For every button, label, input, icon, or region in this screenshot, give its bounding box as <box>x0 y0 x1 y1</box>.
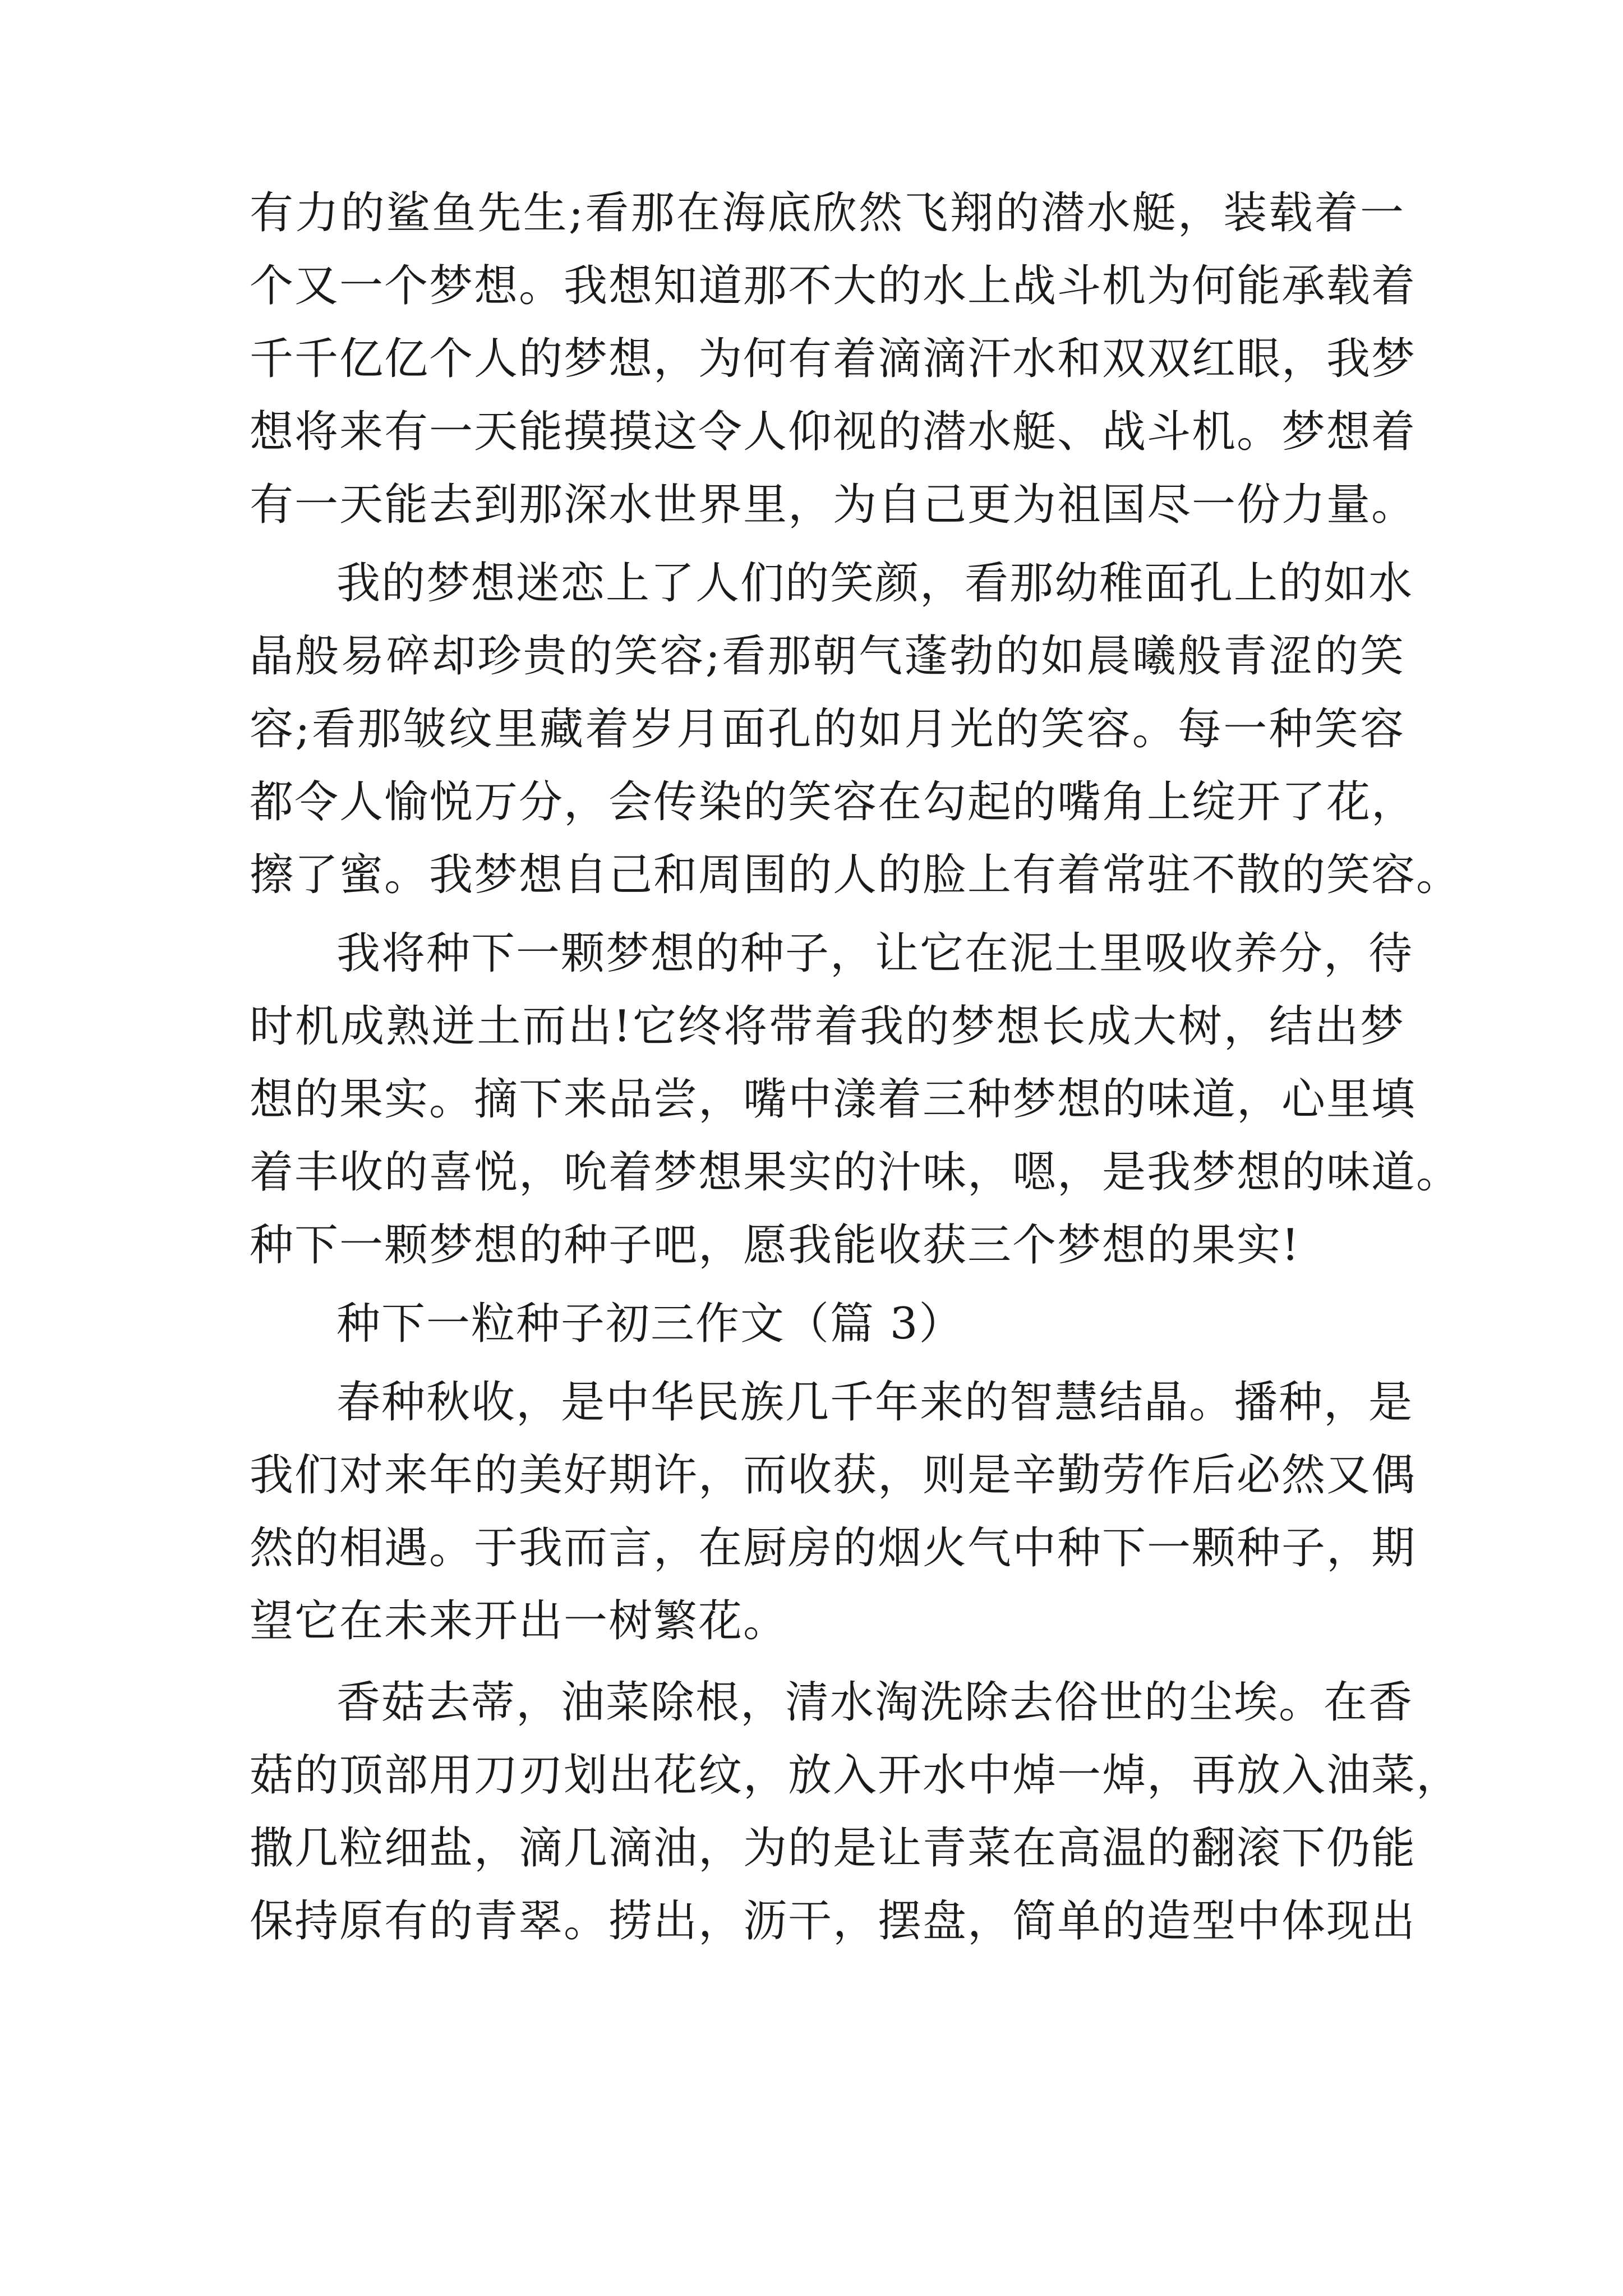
text-line: 有一天能去到那深水世界里，为自己更为祖国尽一份力量。 <box>250 480 1417 530</box>
text-line: 香菇去蒂，油菜除根，清水淘洗除去俗世的尘埃。在香 <box>336 1677 1414 1728</box>
text-line: 我将种下一颗梦想的种子，让它在泥土里吸收养分，待 <box>336 928 1414 979</box>
text-line: 我们对来年的美好期许，而收获，则是辛勤劳作后必然又偶 <box>250 1450 1417 1501</box>
text-line: 着丰收的喜悦，吮着梦想果实的汁味，嗯，是我梦想的味道。 <box>250 1147 1461 1198</box>
text-line: 然的相遇。于我而言，在厨房的烟火气中种下一颗种子，期 <box>250 1523 1417 1573</box>
text-line: 想的果实。摘下来品尝，嘴中漾着三种梦想的味道，心里填 <box>250 1074 1417 1125</box>
text-line: 晶般易碎却珍贵的笑容;看那朝气蓬勃的如晨曦般青涩的笑 <box>250 631 1405 682</box>
text-line: 菇的顶部用刀刃划出花纹，放入开水中焯一焯，再放入油菜， <box>250 1750 1461 1801</box>
text-line: 都令人愉悦万分，会传染的笑容在勾起的嘴角上绽开了花， <box>250 777 1417 827</box>
text-line: 千千亿亿个人的梦想，为何有着滴滴汗水和双双红眼，我梦 <box>250 334 1417 384</box>
text-line: 有力的鲨鱼先生;看那在海底欣然飞翔的潜水艇，装载着一 <box>250 188 1405 238</box>
text-line: 望它在未来开出一树繁花。 <box>250 1596 789 1646</box>
text-line: 撒几粒细盐，滴几滴油，为的是让青菜在高温的翻滚下仍能 <box>250 1823 1417 1874</box>
text-line: 个又一个梦想。我想知道那不大的水上战斗机为何能承载着 <box>250 261 1417 311</box>
text-line: 春种秋收，是中华民族几千年来的智慧结晶。播种，是 <box>336 1377 1414 1428</box>
text-line: 保持原有的青翠。捞出，沥干，摆盘，简单的造型中体现出 <box>250 1896 1417 1947</box>
text-line: 时机成熟迸土而出!它终将带着我的梦想长成大树，结出梦 <box>250 1001 1405 1052</box>
text-line: 我的梦想迷恋上了人们的笑颜，看那幼稚面孔上的如水 <box>336 558 1414 609</box>
section-heading: 种下一粒种子初三作文（篇 3） <box>336 1299 964 1349</box>
text-line: 种下一颗梦想的种子吧，愿我能收获三个梦想的果实! <box>250 1220 1301 1271</box>
text-line: 想将来有一天能摸摸这令人仰视的潜水艇、战斗机。梦想着 <box>250 407 1417 457</box>
text-line: 擦了蜜。我梦想自己和周围的人的脸上有着常驻不散的笑容。 <box>250 850 1461 900</box>
text-line: 容;看那皱纹里藏着岁月面孔的如月光的笑容。每一种笑容 <box>250 704 1405 754</box>
